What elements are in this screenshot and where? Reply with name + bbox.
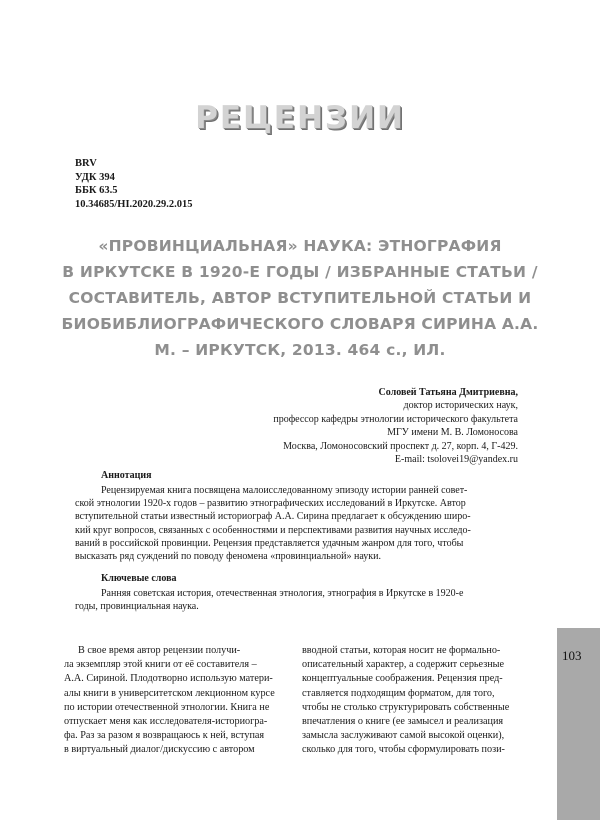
journal-code: BRV [75, 158, 97, 169]
body-line: А.А. Сириной. Плодотворно использую матери- [64, 673, 273, 685]
title-line: СОСТАВИТЕЛЬ, АВТОР ВСТУПИТЕЛЬНОЙ СТАТЬИ И [68, 289, 532, 307]
author-email: E-mail: tsolovei19@yandex.ru [394, 454, 518, 466]
doi: 10.34685/HI.2020.29.2.015 [75, 198, 193, 210]
author-degree: доктор исторических наук, [403, 400, 518, 412]
abstract-line: Рецензируемая книга посвящена малоисследованному эпизоду истории ранней совет- [101, 485, 468, 496]
author-position: профессор кафедры этнологии исторического факультета [273, 413, 518, 425]
title-line: «ПРОВИНЦИАЛЬНАЯ» НАУКА: ЭТНОГРАФИЯ [98, 237, 502, 255]
body-line: впечатления о книге (ее замысел и реализация [302, 716, 504, 728]
reviewed-book-title [40, 233, 560, 363]
udc-code: УДК 394 [75, 171, 115, 183]
abstract-line: вступительной статьи известный историограф А.А. Сирина предлагает к обсуждению широ- [75, 511, 471, 523]
body-line: по истории отечественной этнологии. Книга не [64, 701, 270, 713]
title-line: В ИРКУТСКЕ В 1920-Е ГОДЫ / ИЗБРАННЫЕ СТАТЬИ / [62, 263, 538, 281]
title-line: М. – ИРКУТСК, 2013. 464 с., ИЛ. [154, 341, 446, 359]
abstract-label: Аннотация [101, 470, 152, 481]
abstract-line: высказать ряд суждений по поводу феномена «провинциальной» науки. [75, 551, 381, 563]
body-line: замысла заслуживают самой высокой оценки), [302, 730, 505, 742]
keywords-label: Ключевые слова [101, 573, 177, 584]
author-address: Москва, Ломоносовский проспект д. 27, корп. 4, Г-429. [283, 440, 518, 452]
body-column-left [64, 644, 292, 758]
body-line: концептуальные соображения. Рецензия пред- [302, 673, 503, 685]
body-line: фа. Раз за разом я возвращаюсь к ней, вступая [64, 730, 265, 742]
body-line: вводной статьи, которая носит не формально- [302, 645, 501, 656]
title-line: БИОБИБЛИОГРАФИЧЕСКОГО СЛОВАРЯ СИРИНА А.А. [61, 315, 539, 333]
abstract-line: ваний в российской провинции. Рецензия представляется удачным жанром для того, чтобы [75, 537, 464, 549]
body-line: чтобы не столько структурировать собственные [302, 701, 510, 713]
body-line: алы книги в университетском лекционном курсе [64, 687, 275, 699]
author-university: МГУ имени М. В. Ломоносова [387, 427, 518, 439]
body-line: ла экземпляр этой книги от её составителя – [64, 659, 257, 671]
body-line: В свое время автор рецензии получи- [78, 645, 241, 656]
abstract-line: ской этнологии 1920-х годов – развитию этнографических исследований в Иркутске. Автор [75, 498, 466, 510]
abstract-text [75, 484, 520, 563]
body-line: отпускает меня как исследователя-историогра- [64, 716, 268, 728]
body-line: ставляется подходящим форматом, для того, [302, 687, 495, 699]
author-info [273, 386, 518, 466]
keywords-line: Ранняя советская история, отечественная этнология, этнография в Иркутске в 1920-е [101, 588, 464, 599]
bbk-code: ББК 63.5 [75, 185, 118, 196]
body-line: в виртуальный диалог/дискуссию с автором [64, 744, 255, 756]
document-metadata [75, 157, 193, 211]
body-line: сколько для того, чтобы сформулировать пози- [302, 744, 505, 756]
keywords-line: годы, провинциальная наука. [75, 601, 199, 613]
keywords-text [75, 587, 520, 613]
section-title: РЕЦЕНЗИИ [195, 100, 405, 136]
page-number: 103 [562, 648, 582, 663]
body-line: описательный характер, а содержит серьезные [302, 659, 505, 671]
body-column-right [302, 644, 530, 758]
abstract-line: кий круг вопросов, связанных с особенностями и перспективами развития научных исследо- [75, 524, 471, 536]
author-name: Соловей Татьяна Дмитриевна, [378, 387, 518, 398]
